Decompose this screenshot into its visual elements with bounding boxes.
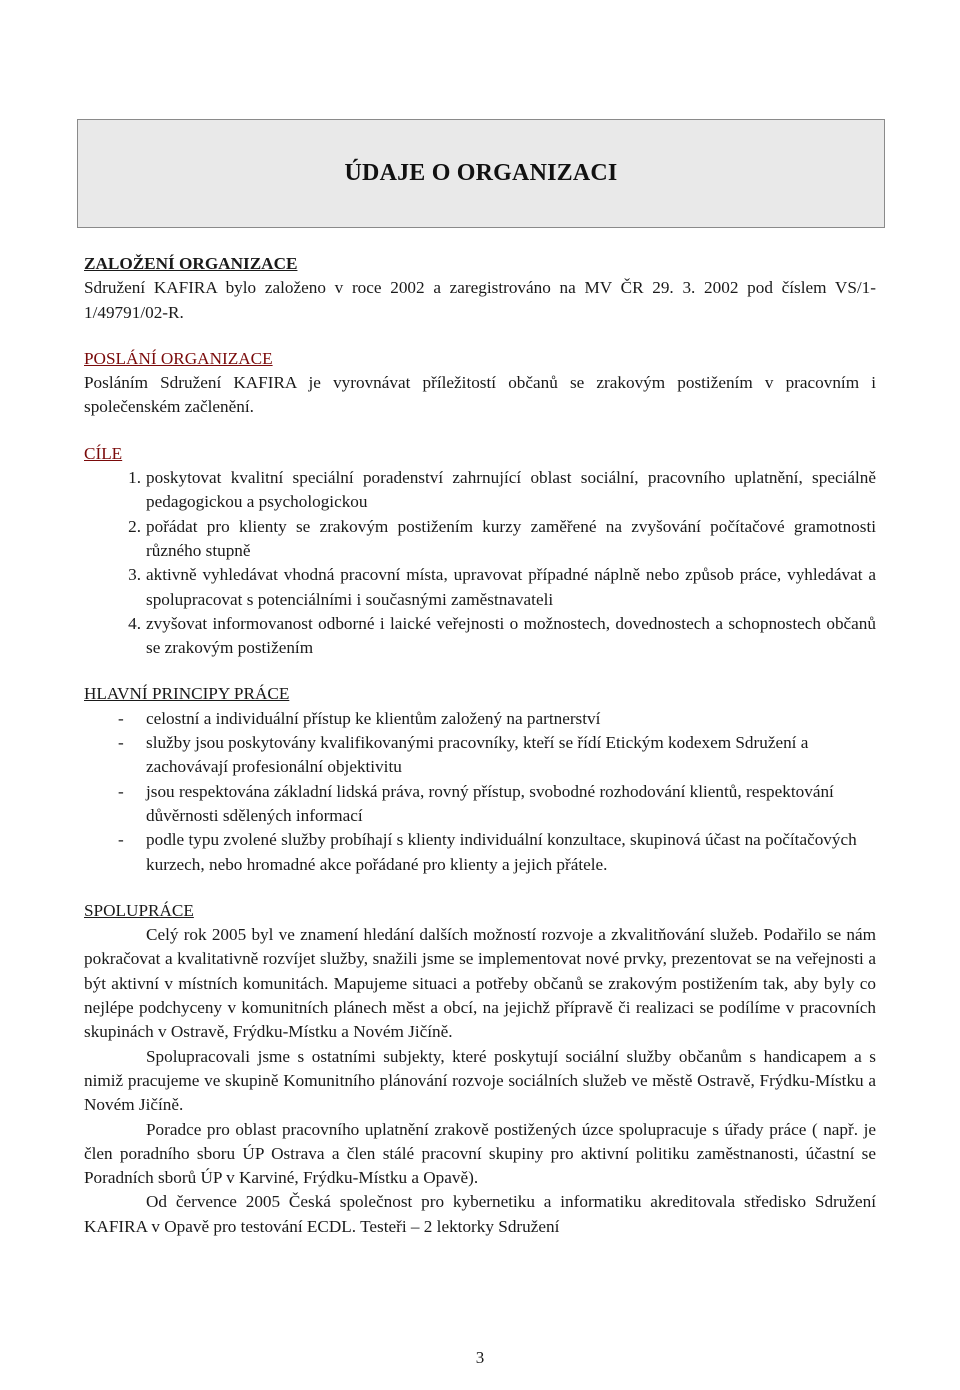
list-dash: - [118, 708, 124, 728]
founding-heading: ZALOŽENÍ ORGANIZACE [84, 254, 298, 273]
goals-list [84, 466, 876, 660]
cooperation-paragraph: Od července 2005 Česká společnost pro kybernetiku a informatiku akreditovala středisko Sdružení KAFIRA v Opavě pro testování ECDL. Testeři – 2 lektorky Sdružení [84, 1192, 876, 1236]
list-text: podle typu zvolené služby probíhají s klienty individuální konzultace, skupinová účast na počítačových kurzech, nebo hromadné akce pořádané pro klienty a jejich přátele. [146, 830, 857, 874]
document-body [84, 252, 876, 1239]
list-dash: - [118, 733, 124, 753]
list-item [84, 731, 876, 780]
founding-text: Sdružení KAFIRA bylo založeno v roce 2002 a zaregistrováno na MV ČR 29. 3. 2002 pod číslem VS/1-1/49791/02-R. [84, 278, 876, 322]
goals-section [84, 442, 876, 661]
mission-text: Posláním Sdružení KAFIRA je vyrovnávat příležitostí občanů se zrakovým postižením v pracovním i společenském začlenění. [84, 373, 876, 417]
list-text: celostní a individuální přístup ke klientům založený na partnerství [146, 708, 601, 728]
list-text: pořádat pro klienty se zrakovým postižením kurzy zaměřené na zvyšování počítačové gramotnosti různého stupně [146, 516, 876, 560]
list-number: 3. [128, 565, 141, 585]
cooperation-paragraph: Poradce pro oblast pracovního uplatnění zrakově postižených úzce spolupracuje s úřady práce ( např. je člen poradního sboru ÚP Ostrava a člen stálé pracovní skupiny pro aktivní politiku zaměstnanosti, účastní se Poradních sborů ÚP v Karviné, Frýdku-Místku a Opavě). [84, 1119, 876, 1188]
page-title: ÚDAJE O ORGANIZACI [344, 160, 618, 186]
list-dash: - [118, 830, 124, 850]
list-number: 2. [128, 516, 141, 536]
cooperation-paragraph: Celý rok 2005 byl ve znamení hledání dalších možností rozvoje a zkvalitňování služeb. Podařilo se nám pokračovat a kvalitativně rozvíjet služby, snažili jsme se implementovat nové prvky, prezentovat se na veřejnosti a být aktivní v místních komunitách. Mapujeme situaci a potřeby občanů se zrakovým postižením tak, aby byly co nejlépe podchyceny v komunitních plánech měst a obcí, na jejichž přípravě či realizaci se podílíme v pracovních skupinách v Ostravě, Frýdku-Místku a Novém Jičíně. [84, 925, 876, 1042]
cooperation-heading: SPOLUPRÁCE [84, 900, 194, 920]
list-item [84, 780, 876, 829]
page-number: 3 [475, 1348, 485, 1367]
principles-section [84, 682, 876, 876]
list-text: jsou respektována základní lidská práva, rovný přístup, svobodné rozhodování klientů, respektování důvěrnosti sdělených informací [146, 781, 834, 825]
list-item [84, 707, 876, 731]
list-item [84, 563, 876, 612]
list-text: aktivně vyhledávat vhodná pracovní místa, upravovat případné náplně nebo způsob práce, vyhledávat a spolupracovat s potenciálními i současnými zaměstnavateli [146, 565, 876, 609]
list-number: 1. [128, 468, 141, 488]
mission-heading: POSLÁNÍ ORGANIZACE [84, 348, 273, 368]
list-text: služby jsou poskytovány kvalifikovanými pracovníky, kteří se řídí Etickým kodexem Sdružení a zachovávají profesionální objektivitu [146, 733, 809, 777]
title-box [77, 119, 885, 228]
principles-heading: HLAVNÍ PRINCIPY PRÁCE [84, 684, 290, 704]
cooperation-paragraph: Spolupracovali jsme s ostatními subjekty, které poskytují sociální služby občanům s handicapem a s nimiž pracujeme ve skupině Komunitního plánování rozvoje sociálních služeb ve městě Ostravě, Frýdku-Místku a Novém Jičíně. [84, 1046, 876, 1115]
list-text: poskytovat kvalitní speciální poradenství zahrnující oblast sociální, pracovního uplatnění, speciálně pedagogickou a psychologickou [146, 468, 876, 512]
principles-list [84, 707, 876, 877]
list-item [84, 612, 876, 661]
goals-heading: CÍLE [84, 443, 123, 463]
list-dash: - [118, 781, 124, 801]
founding-section [84, 252, 876, 325]
mission-section [84, 347, 876, 420]
list-item [84, 466, 876, 515]
list-item [84, 515, 876, 564]
cooperation-section [84, 899, 876, 1239]
list-text: zvyšovat informovanost odborné i laické veřejnosti o možnostech, dovednostech a schopnostech občanů se zrakovým postižením [146, 613, 876, 658]
list-number: 4. [128, 613, 141, 633]
list-item [84, 828, 876, 877]
